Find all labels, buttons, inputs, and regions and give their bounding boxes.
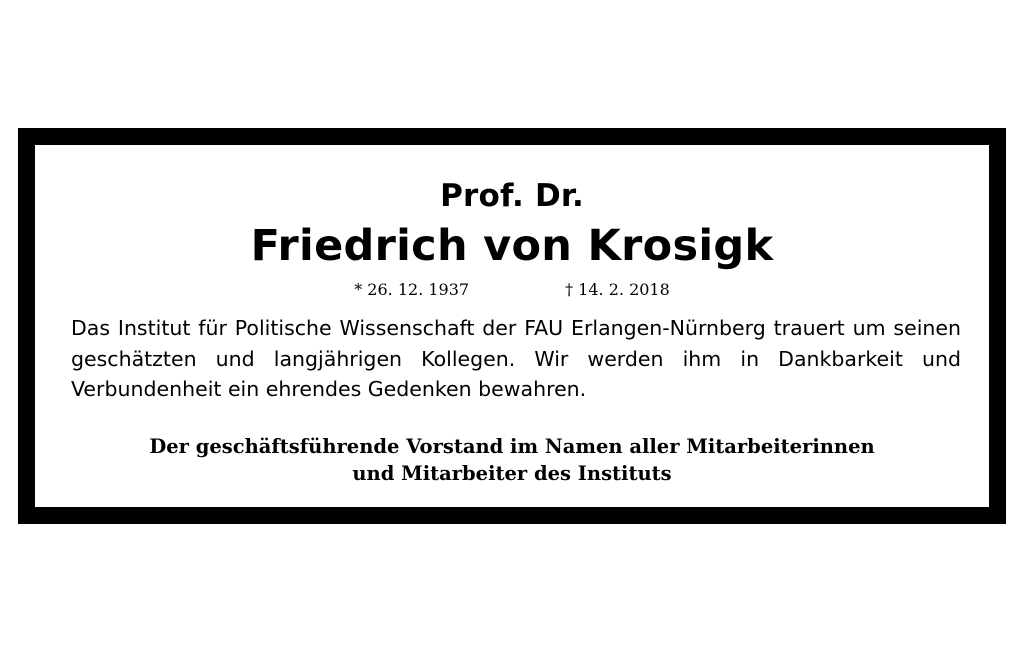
honorific-title: Prof. Dr. [440, 178, 584, 214]
death-date: † 14. 2. 2018 [565, 280, 670, 300]
obituary-card [35, 145, 989, 507]
condolence-text: Das Institut für Politische Wissenschaft der FAU Erlangen-Nürnberg trauert um seinen geschätzten und langjährigen Kollegen. Wir werden ihm in Dankbarkeit und Verbundenheit ein ehrendes Gedenken bewahren. [71, 316, 961, 402]
signature-line-1: Der geschäftsführende Vorstand im Namen aller Mitarbeiterinnen [149, 435, 875, 459]
signature-block [82, 434, 942, 488]
signature-line-2: und Mitarbeiter des Instituts [352, 462, 672, 486]
obituary-black-frame [18, 128, 1006, 524]
life-dates [354, 280, 670, 299]
birth-date: * 26. 12. 1937 [354, 280, 470, 300]
deceased-name: Friedrich von Krosigk [250, 221, 774, 272]
